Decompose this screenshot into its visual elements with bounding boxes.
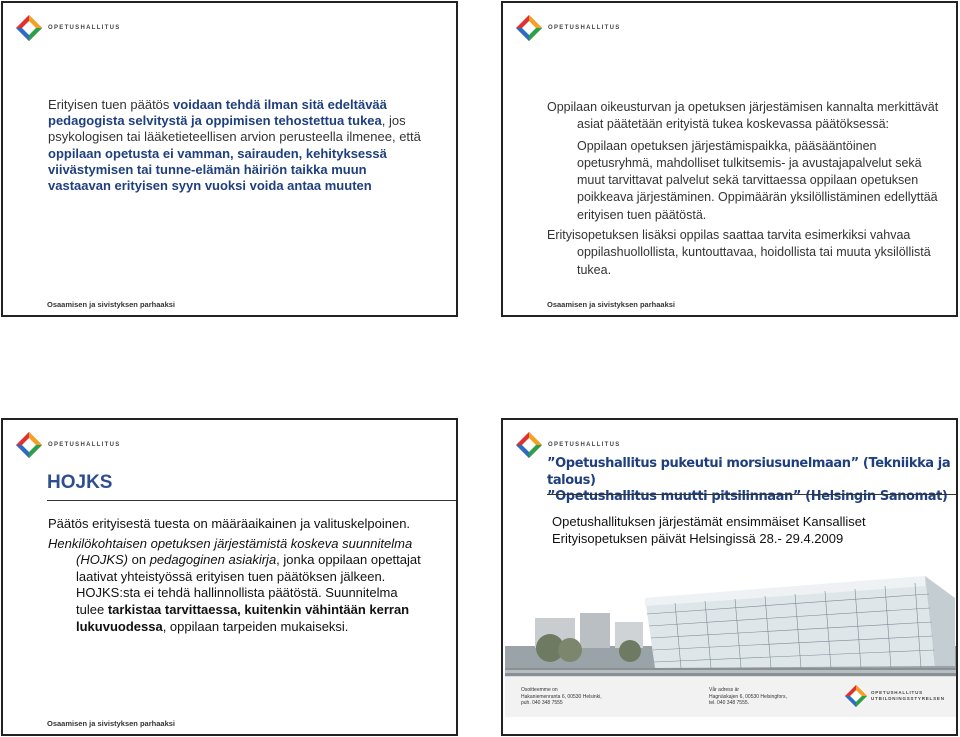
slide-1-text-3: , jos psykologisen tai lääketieteellisen arvion perusteella ilmenee, että: [48, 113, 421, 145]
brand-name: OPETUSHALLITUS: [48, 25, 121, 31]
p2-bold: tarkistaa tarvittaessa, kuitenkin vähintään kerran lukuvuodessa: [76, 601, 410, 634]
opetushallitus-logo: [16, 432, 121, 458]
slide-footer: Osaamisen ja sivistyksen parhaaksi: [547, 300, 675, 309]
headline-1: ”Opetushallitus pukeutui morsiusunelmaan” (Tekniikka ja talous): [547, 456, 951, 488]
slide-footer: Osaamisen ja sivistyksen parhaaksi: [47, 719, 175, 728]
opetushallitus-logo-icon: [845, 685, 867, 707]
address-line: puh. 040 348 7555: [521, 700, 563, 706]
opetushallitus-logo-icon: [16, 432, 42, 458]
slide-2-subparagraph: Oppilaan opetuksen järjestämispaikka, pääsääntöinen opetusryhmä, mahdolliset tulkitsemis- ja avustajapalvelut sekä muut tarvittavat palvelut sekä tarvittaessa oppilaan opetuksen poikkeava järjestäminen. Oppimäärän yksilöllistäminen edellyttää erityisen tuen päätöstä.: [577, 138, 938, 222]
opetushallitus-logo-icon: [16, 15, 42, 41]
slide-3-paragraph-1: Päätös erityisestä tuesta on määräaikainen ja valituskelpoinen.: [48, 516, 411, 531]
address-strip: [505, 676, 956, 717]
slide-3-body: [48, 516, 423, 635]
brand-name: OPETUSHALLITUS: [48, 442, 121, 448]
title-divider: [47, 500, 456, 501]
slide-1-text-4: oppilaan opetusta ei vamman, sairauden, kehityksessä viivästymisen tai tunne-elämän häiriön taikka muun vastaavan erityisen syyn vuoksi voida antaa muuten: [48, 145, 387, 194]
p2-text-1: on: [128, 552, 150, 568]
opetushallitus-logo-icon: [516, 15, 542, 41]
slide-3: [1, 418, 458, 736]
address-line: tel. 040 348 7555.: [709, 700, 750, 706]
slide-4: [501, 418, 958, 736]
slide-2: [501, 1, 958, 317]
p2-italic-2: pedagoginen asiakirja: [149, 552, 277, 568]
brand-name: OPETUSHALLITUS: [548, 442, 621, 448]
slide-2-paragraph-1: Oppilaan oikeusturvan ja opetuksen järjestämisen kannalta merkittävät asiat päätetään erityistä tukea koskevassa päätöksessä:: [547, 100, 939, 132]
opetushallitus-logo-icon: [516, 432, 542, 458]
strip-logo-text: [871, 690, 945, 702]
headline-2: ”Opetushallitus muutti pitsilinnaan” (Helsingin Sanomat): [547, 489, 948, 504]
slide-1-text-1: Erityisen tuen päätös: [48, 97, 174, 112]
slide-3-title: HOJKS: [47, 472, 113, 493]
slide-1-body: [48, 97, 428, 194]
p2-text-2: , jonka oppilaan opettajat laativat yhteistyössä erityisen tuen päätöksen jälkeen. HOJKS:sta ei tehdä hallinnollista päätöstä. Suunnitelma tulee: [76, 552, 421, 617]
strip-logo-line: UTBILDNINGSSTYRELSEN: [871, 696, 945, 701]
title-divider: [547, 494, 956, 495]
address-line: Osoitteemme on: [521, 687, 558, 693]
slide-1: [1, 1, 458, 317]
strip-logo-line: OPETUSHALLITUS: [871, 690, 923, 695]
p2-text-3: , oppilaan tarpeiden mukaiseksi.: [162, 618, 349, 634]
slide-1-text-2: voidaan tehdä ilman sitä edeltävää pedagogista selvitystä ja oppimisen tehostettua tukea: [48, 97, 387, 129]
address-finnish: [521, 687, 602, 707]
slide-4-body: Opetushallituksen järjestämät ensimmäiset Kansalliset Erityisopetuksen päivät Helsingissä 28.- 29.4.2009: [552, 514, 866, 546]
address-swedish: [709, 687, 787, 707]
slide-3-paragraph-2: [48, 536, 423, 636]
brand-name: OPETUSHALLITUS: [548, 25, 621, 31]
slide-2-body: [547, 99, 947, 279]
opetushallitus-logo: [516, 432, 621, 458]
slide-4-headlines: [547, 456, 956, 506]
strip-logo: [845, 685, 945, 707]
address-line: Hakaniemenranta 6, 00530 Helsinki,: [521, 693, 602, 700]
opetushallitus-logo: [516, 15, 621, 41]
p2-italic-1: Henkilökohtaisen opetuksen järjestämistä koskeva suunnitelma (HOJKS): [48, 535, 413, 568]
opetushallitus-logo: [16, 15, 121, 41]
slide-footer: Osaamisen ja sivistyksen parhaaksi: [47, 300, 175, 309]
address-line: Hagnäskajen 6, 00530 Helsingfors,: [709, 693, 787, 700]
address-line: Vår adress är: [709, 687, 740, 693]
slide-2-paragraph-2: Erityisopetuksen lisäksi oppilas saattaa tarvita esimerkiksi vahvaa oppilashuollollista, kuntouttavaa, hoidollista tai muuta yksilöllistä tukea.: [547, 228, 931, 277]
